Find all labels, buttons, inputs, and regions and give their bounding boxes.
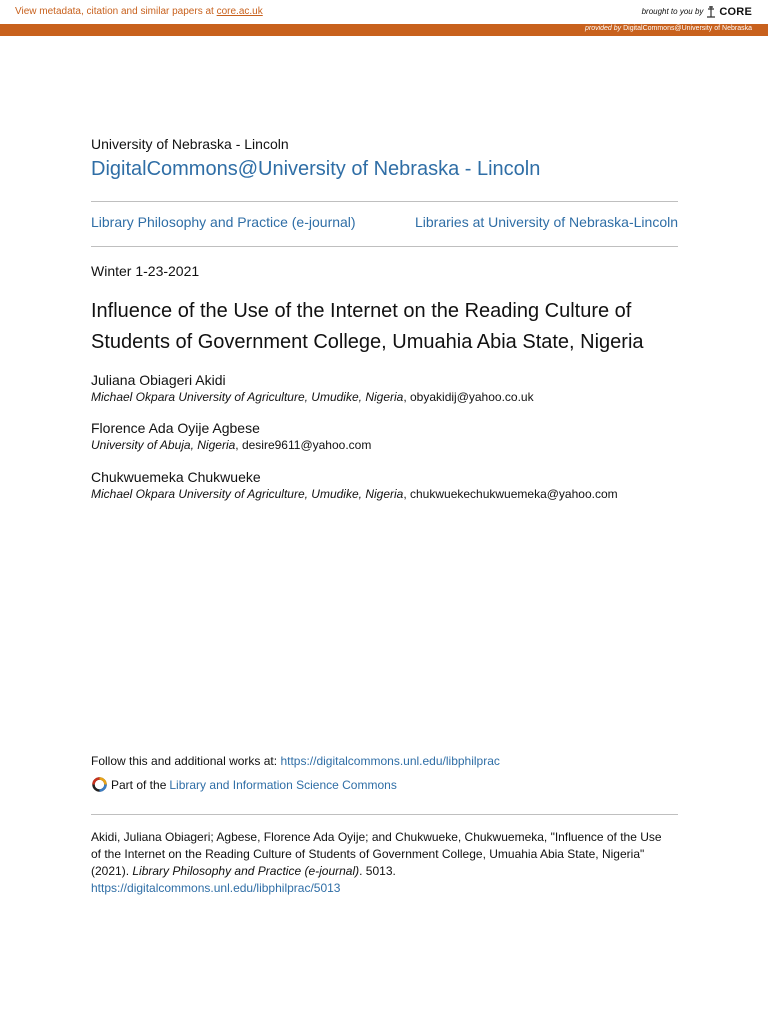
core-link[interactable]: core.ac.uk	[216, 6, 263, 17]
citation-url[interactable]: https://digitalcommons.unl.edu/libphilprac/5013	[91, 881, 341, 895]
core-metadata-notice	[15, 6, 263, 17]
author-email: , obyakidij@yahoo.co.uk	[403, 390, 534, 404]
publication-date: Winter 1-23-2021	[91, 263, 200, 279]
author-email: , chukwuekechukwuemeka@yahoo.com	[403, 487, 618, 501]
institution-name: University of Nebraska - Lincoln	[91, 136, 289, 152]
author-name: Chukwuemeka Chukwueke	[91, 469, 261, 485]
citation-journal: Library Philosophy and Practice (e-journal)	[132, 864, 360, 878]
affiliation-text: University of Abuja, Nigeria	[91, 438, 236, 452]
provider-bar	[0, 24, 768, 36]
title-line-1: Influence of the Use of the Internet on the Reading Culture of	[91, 300, 632, 322]
author-name: Juliana Obiageri Akidi	[91, 372, 226, 388]
part-of-line	[91, 776, 678, 793]
citation-line-2: of the Internet on the Reading Culture of Students of Government College, Umuahia Abia State, Nigeria"	[91, 847, 645, 861]
series-journal-link[interactable]: Library Philosophy and Practice (e-journal)	[91, 214, 356, 230]
affiliation-text: Michael Okpara University of Agriculture, Umudike, Nigeria	[91, 487, 404, 501]
citation-line-3	[91, 863, 678, 880]
follow-text: Follow this and additional works at:	[91, 754, 281, 768]
author-affiliation	[91, 487, 678, 501]
provided-text: provided by	[584, 25, 622, 32]
author-block-1	[91, 372, 678, 404]
core-top-bar	[0, 0, 768, 24]
citation-number: . 5013.	[359, 864, 396, 878]
citation-line-1: Akidi, Juliana Obiageri; Agbese, Florence Ada Oyije; and Chukwueke, Chukwuemeka, "Influence of the Use	[91, 830, 662, 844]
author-name: Florence Ada Oyije Agbese	[91, 420, 260, 436]
author-email: , desire9611@yahoo.com	[235, 438, 372, 452]
series-libraries-link[interactable]: Libraries at University of Nebraska-Lincoln	[415, 214, 678, 230]
affiliation-text: Michael Okpara University of Agriculture, Umudike, Nigeria	[91, 390, 404, 404]
author-block-2	[91, 420, 678, 452]
author-affiliation	[91, 390, 678, 404]
divider-citation	[91, 814, 678, 815]
series-links	[91, 214, 678, 230]
paper-title	[91, 296, 678, 358]
follow-line	[91, 754, 678, 768]
citation-year: (2021).	[91, 864, 133, 878]
repository-link[interactable]: DigitalCommons@University of Nebraska - Lincoln	[91, 158, 541, 180]
title-line-2: Students of Government College, Umuahia Abia State, Nigeria	[91, 331, 644, 353]
divider-top	[91, 201, 678, 202]
commons-network-icon	[91, 776, 108, 793]
recommended-citation	[91, 829, 678, 897]
core-logo-icon	[706, 5, 716, 18]
author-affiliation	[91, 438, 678, 452]
provider-notice[interactable]	[585, 25, 752, 32]
commons-link[interactable]: Library and Information Science Commons	[169, 777, 397, 792]
core-branding[interactable]	[642, 5, 752, 18]
metadata-text: View metadata, citation and similar papers at	[15, 6, 214, 17]
core-label: CORE	[719, 5, 752, 18]
author-block-3	[91, 469, 678, 501]
follow-link[interactable]: https://digitalcommons.unl.edu/libphilprac	[280, 754, 500, 768]
divider-bottom	[91, 246, 678, 247]
provider-name: DigitalCommons@University of Nebraska	[623, 25, 752, 32]
brought-text: brought to you by	[641, 7, 704, 16]
partof-text: Part of the	[111, 777, 167, 792]
